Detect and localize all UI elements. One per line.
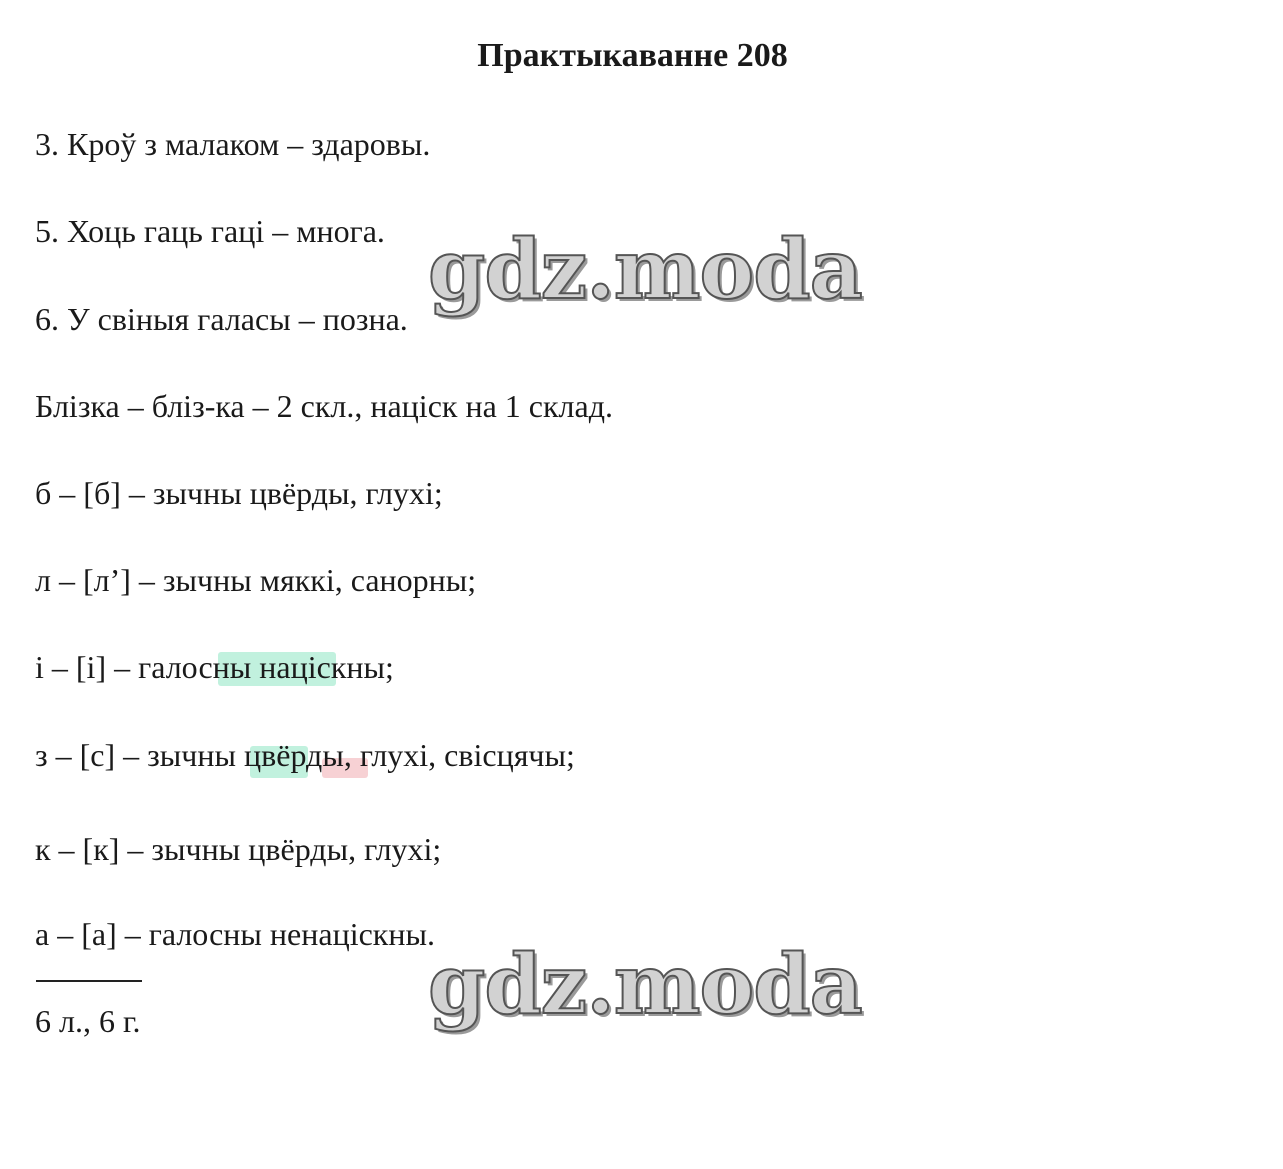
phoneme-line: б – [б] – зычны цвёрды, глухі; [35,475,443,511]
sentence-line: 6. У свіныя галасы – позна. [35,301,408,337]
phoneme-line: а – [а] – галосны ненаціскны. [35,916,435,952]
phoneme-line: к – [к] – зычны цвёрды, глухі; [35,831,442,867]
page-title: Практыкаванне 208 [477,37,788,74]
watermark-logo: gdz.moda [428,222,862,318]
phoneme-line: л – [л’] – зычны мяккі, санорны; [35,562,477,598]
footnote-summary: 6 л., 6 г. [35,1003,141,1039]
phoneme-line: і – [і] – галосны націскны; [35,649,394,685]
analysis-line: Блізка – бліз-ка – 2 скл., націск на 1 склад. [35,388,613,424]
watermark-logo: gdz.moda [428,937,862,1033]
footnote-divider [36,980,142,982]
sentence-line: 5. Хоць гаць гаці – многа. [35,213,385,249]
phoneme-line: з – [с] – зычны цвёрды, глухі, свісцячы; [35,737,575,773]
sentence-line: 3. Кроў з малаком – здаровы. [35,126,431,162]
